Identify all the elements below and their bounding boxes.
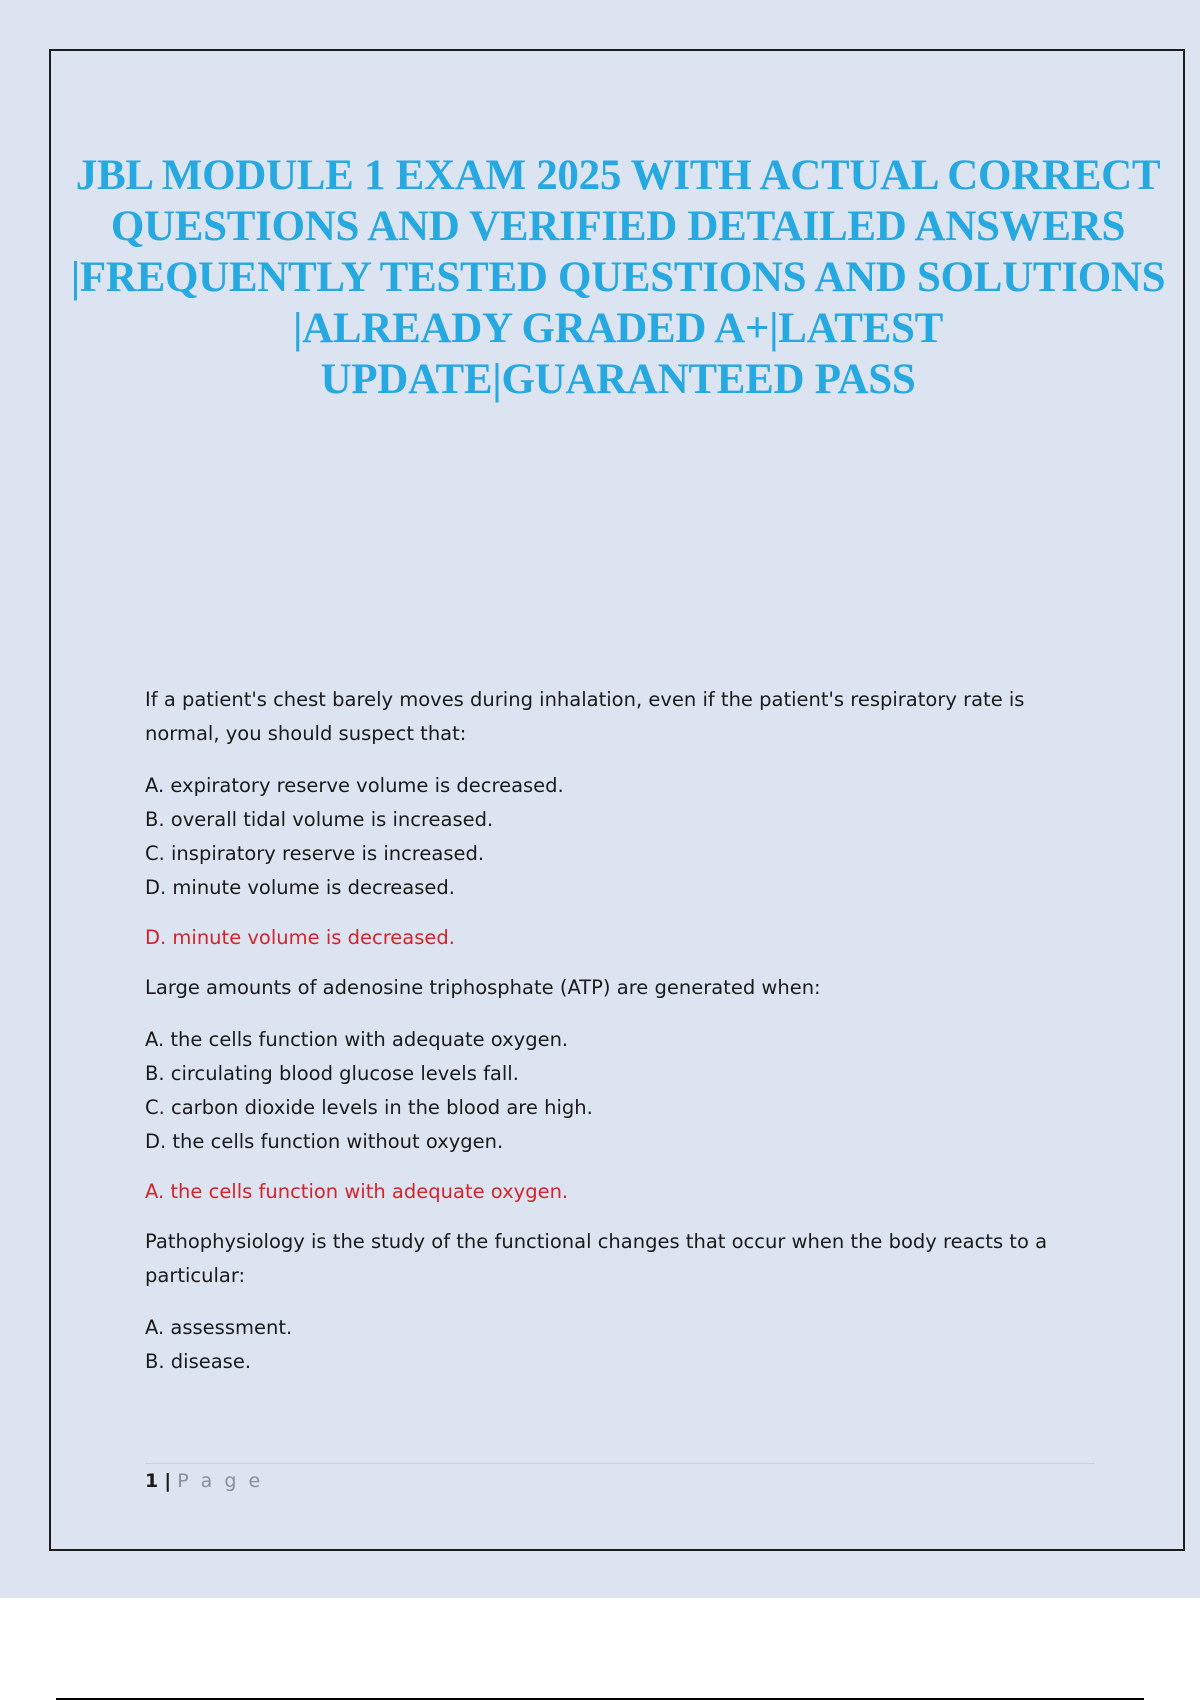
question-item	[145, 971, 1095, 1209]
option-list	[145, 1023, 1095, 1159]
question-text: Large amounts of adenosine triphosphate (ATP) are generated when:	[145, 976, 821, 999]
page-label: P a g e	[177, 1470, 264, 1492]
option-a: A. the cells function with adequate oxygen.	[145, 1028, 569, 1051]
correct-answer: A. the cells function with adequate oxygen.	[145, 1180, 569, 1203]
option-b: B. circulating blood glucose levels fall.	[145, 1062, 519, 1085]
option-a: A. assessment.	[145, 1316, 293, 1339]
footer-divider	[145, 1463, 1095, 1464]
option-list	[145, 1311, 1095, 1379]
option-list	[145, 769, 1095, 905]
option-b: B. overall tidal volume is increased.	[145, 808, 494, 831]
option-d: D. the cells function without oxygen.	[145, 1130, 504, 1153]
page-footer	[145, 1470, 263, 1492]
option-d: D. minute volume is decreased.	[145, 876, 455, 899]
option-c: C. carbon dioxide levels in the blood are high.	[145, 1096, 593, 1119]
question-text: If a patient's chest barely moves during inhalation, even if the patient's respiratory rate is normal, you should suspect that:	[145, 688, 1025, 745]
question-list	[145, 683, 1095, 1379]
page-number: 1	[145, 1470, 159, 1492]
correct-answer: D. minute volume is decreased.	[145, 926, 455, 949]
option-c: C. inspiratory reserve is increased.	[145, 842, 485, 865]
question-item	[145, 683, 1095, 955]
question-item	[145, 1225, 1095, 1379]
question-text: Pathophysiology is the study of the functional changes that occur when the body reacts to a particular:	[145, 1230, 1048, 1287]
document-title: JBL MODULE 1 EXAM 2025 WITH ACTUAL CORRECT QUESTIONS AND VERIFIED DETAILED ANSWERS |FREQUENTLY TESTED QUESTIONS AND SOLUTIONS |ALREADY GRADED A+|LATEST UPDATE|GUARANTEED PASS	[70, 152, 1166, 403]
option-a: A. expiratory reserve volume is decreased.	[145, 774, 564, 797]
option-b: B. disease.	[145, 1350, 252, 1373]
footer-separator: |	[164, 1470, 172, 1492]
